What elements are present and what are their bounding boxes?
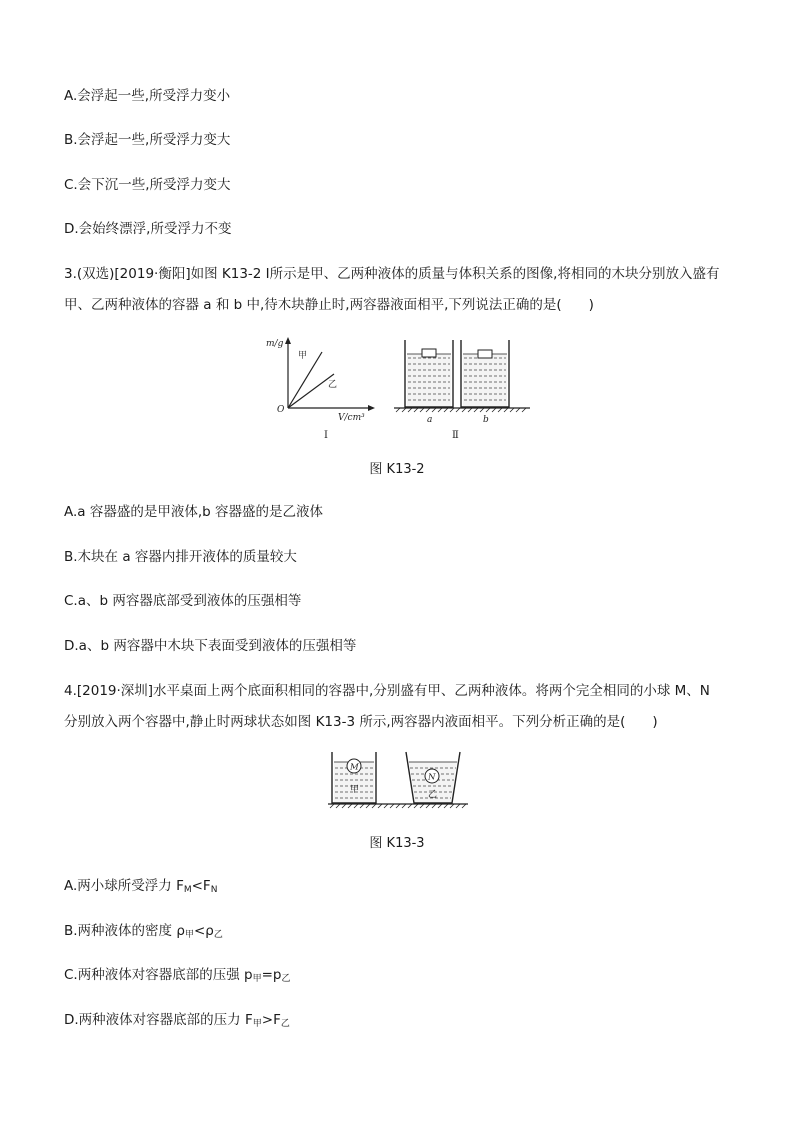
- mass-volume-graph: [285, 337, 375, 411]
- q3-option-b: B.木块在 a 容器内排开液体的质量较大: [64, 549, 297, 565]
- line-jia-label: 甲: [298, 351, 308, 361]
- figure-k13-3: [328, 750, 478, 812]
- q4-stem-line1: 4.[2019·深圳]水平桌面上两个底面积相同的容器中,分别盛有甲、乙两种液体。将两个完全相同的小球 M、N: [64, 683, 710, 699]
- container-b: [461, 340, 509, 407]
- q3-option-d: D.a、b 两容器中木块下表面受到液体的压强相等: [64, 638, 357, 654]
- wood-block-b: [478, 350, 492, 358]
- ball-n-label: N: [428, 772, 436, 783]
- q3-option-c: C.a、b 两容器底部受到液体的压强相等: [64, 593, 302, 609]
- q4-option-c: C.两种液体对容器底部的压强 $p_甲=p_乙$: [64, 967, 291, 984]
- q2-option-c: C.会下沉一些,所受浮力变大: [64, 177, 231, 193]
- q4-stem-line2: 分别放入两个容器中,静止时两球状态如图 K13-3 所示,两容器内液面相平。下列分析正确的是( ): [64, 714, 658, 730]
- wood-block-a: [422, 349, 436, 357]
- container-a: [405, 340, 453, 407]
- origin-label: O: [277, 405, 285, 415]
- q2-option-a: A.会浮起一些,所受浮力变小: [64, 88, 231, 104]
- q3-stem-line2: 甲、乙两种液体的容器 a 和 b 中,待木块静止时,两容器液面相平,下列说法正确的是( ): [64, 297, 594, 313]
- liquid-yi-label: 乙: [428, 790, 438, 800]
- panel-i-label: Ⅰ: [324, 430, 328, 441]
- containers-panel: [394, 340, 530, 412]
- q2-option-b: B.会浮起一些,所受浮力变大: [64, 132, 231, 148]
- x-axis-label: V/cm³: [338, 413, 365, 423]
- liquid-jia-label: 甲: [350, 785, 360, 795]
- q3-stem-line1: 3.(双选)[2019·衡阳]如图 K13-2 Ⅰ所示是甲、乙两种液体的质量与体积关系的图像,将相同的木块分别放入盛有: [64, 266, 720, 282]
- container-jia: [332, 752, 376, 803]
- q4-option-b: B.两种液体的密度 $\rho_甲<\rho_乙$: [64, 923, 223, 940]
- q4-option-a: A.两小球所受浮力 $F_M<F_N$: [64, 878, 218, 895]
- container-b-label: b: [483, 415, 489, 425]
- ball-m-label: M: [350, 762, 359, 773]
- panel-ii-label: Ⅱ: [452, 430, 459, 441]
- y-axis-label: m/g: [266, 339, 284, 349]
- q4-option-d: D.两种液体对容器底部的压力 $F_甲>F_乙$: [64, 1012, 290, 1029]
- figure-k13-3-caption: 图 K13-3: [369, 836, 425, 851]
- figure-k13-2-caption: 图 K13-2: [369, 462, 425, 477]
- container-a-label: a: [427, 415, 433, 425]
- q3-option-a: A.a 容器盛的是甲液体,b 容器盛的是乙液体: [64, 504, 324, 520]
- line-yi-label: 乙: [328, 380, 338, 390]
- q2-option-d: D.会始终漂浮,所受浮力不变: [64, 221, 232, 237]
- figure-k13-2: [262, 334, 542, 444]
